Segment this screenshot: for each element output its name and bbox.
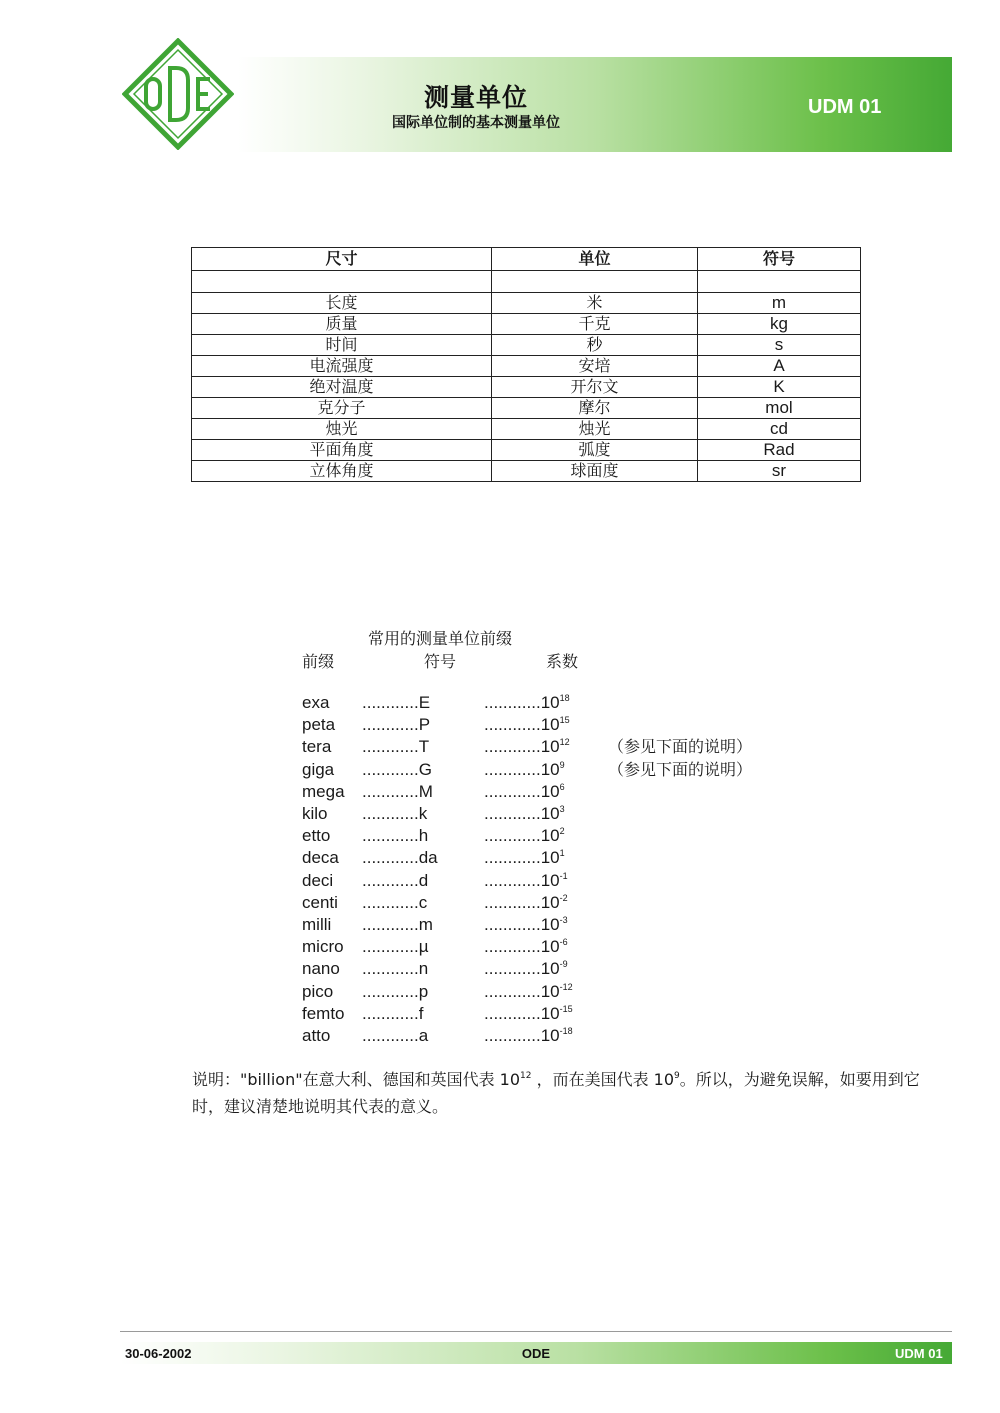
dot-leader: ............ (362, 959, 419, 979)
table-row (192, 398, 861, 419)
factor-exponent: 9 (559, 759, 565, 770)
table-row (192, 335, 861, 356)
factor-base: 10 (540, 826, 560, 846)
table-row (192, 356, 861, 377)
dot-leader: ............ (362, 826, 419, 846)
column-header-dimension: 尺寸 (192, 248, 492, 271)
dimension-cell: 时间 (192, 335, 492, 356)
prefix-name: peta (302, 715, 336, 735)
column-header-symbol: 符号 (698, 248, 861, 271)
prefix-name: milli (302, 915, 332, 934)
table-row (192, 314, 861, 335)
prefix-name: femto (302, 1003, 345, 1023)
prefix-symbol (362, 1003, 423, 1025)
unit-cell: 开尔文 (492, 377, 698, 398)
dot-leader: ............ (484, 937, 541, 957)
dot-leader: ............ (362, 1026, 419, 1045)
factor-base: 10 (540, 937, 560, 957)
prefix-symbol-value: a (418, 1026, 429, 1045)
symbol-cell: A (698, 356, 861, 377)
dimension-cell: 绝对温度 (192, 377, 492, 398)
dimension-cell: 长度 (192, 293, 492, 314)
factor-exponent: 1 (559, 848, 565, 859)
footer-date: 30-06-2002 (125, 1346, 192, 1361)
symbol-cell: s (698, 335, 861, 356)
symbol-cell: mol (698, 398, 861, 419)
footer-divider (120, 1331, 952, 1332)
prefix-symbol (362, 870, 428, 892)
prefix-symbol (362, 825, 428, 847)
factor-base: 10 (540, 892, 560, 912)
factor-exponent: -2 (559, 892, 568, 903)
prefix-symbol (362, 958, 428, 980)
dot-leader: ............ (362, 804, 419, 823)
prefix-symbol-value: n (418, 959, 429, 979)
note-text-3: 。所以，为避免误解，如要用到它时，建议清楚地说明其代表的意义。 (192, 1070, 920, 1116)
prefix-symbol (362, 914, 433, 936)
dot-leader: ............ (484, 915, 541, 934)
dot-leader: ............ (362, 981, 419, 1001)
dot-leader: ............ (484, 715, 541, 735)
dot-leader: ............ (484, 848, 541, 868)
prefix-symbol-value: T (418, 737, 430, 757)
factor-base: 10 (540, 804, 560, 823)
dot-leader: ............ (362, 1003, 419, 1023)
dot-leader: ............ (484, 1026, 541, 1045)
prefix-symbol-value: h (418, 826, 429, 846)
prefix-factor (484, 803, 565, 827)
dimension-cell: 烛光 (192, 419, 492, 440)
dot-leader: ............ (362, 693, 419, 712)
prefix-factor (484, 1025, 573, 1049)
prefix-factor (484, 714, 570, 738)
prefix-factor (484, 736, 570, 760)
unit-cell: 烛光 (492, 419, 698, 440)
prefix-name: tera (302, 737, 332, 757)
factor-base: 10 (540, 759, 560, 779)
table-row (192, 377, 861, 398)
prefix-symbol-value: d (418, 870, 429, 890)
factor-base: 10 (540, 693, 560, 712)
prefix-factor (484, 870, 568, 894)
dot-leader: ............ (484, 781, 541, 801)
note-text-2: ，而在美国代表 10 (531, 1070, 675, 1089)
unit-cell: 安培 (492, 356, 698, 377)
ode-logo (122, 38, 234, 150)
prefix-symbol (362, 847, 438, 869)
dot-leader: ............ (484, 1003, 541, 1023)
dot-leader: ............ (362, 892, 419, 912)
factor-exponent: -18 (559, 1026, 573, 1036)
prefix-symbol-value: c (418, 892, 428, 912)
column-header-unit: 单位 (492, 248, 698, 271)
table-spacer-row (192, 271, 861, 293)
dot-leader: ............ (484, 870, 541, 890)
factor-exponent: 2 (559, 826, 565, 837)
dot-leader: ............ (362, 715, 419, 735)
prefix-symbol-value: P (418, 715, 431, 735)
prefix-name: micro (302, 937, 344, 957)
prefix-factor (484, 914, 568, 938)
prefix-note: （参见下面的说明） (608, 759, 753, 779)
unit-cell: 秒 (492, 335, 698, 356)
dimension-cell: 电流强度 (192, 356, 492, 377)
dot-leader: ............ (484, 826, 541, 846)
prefix-symbol-value: p (418, 981, 429, 1001)
unit-cell: 球面度 (492, 461, 698, 482)
prefix-symbol (362, 714, 430, 736)
factor-base: 10 (540, 1026, 560, 1045)
factor-base: 10 (540, 715, 560, 735)
note-exponent-1: 12 (520, 1071, 532, 1081)
prefix-factor (484, 936, 568, 960)
factor-base: 10 (540, 915, 560, 934)
factor-exponent: -9 (559, 959, 568, 970)
factor-exponent: 6 (559, 781, 565, 792)
prefix-symbol (362, 803, 427, 825)
dot-leader: ............ (362, 781, 419, 801)
dot-leader: ............ (362, 759, 419, 779)
prefix-name: nano (302, 959, 340, 979)
prefix-header-name: 前缀 (302, 652, 335, 671)
prefix-name: mega (302, 781, 345, 801)
factor-base: 10 (540, 959, 560, 979)
dimension-cell: 质量 (192, 314, 492, 335)
prefix-name: etto (302, 826, 331, 846)
prefix-name: kilo (302, 804, 328, 823)
dot-leader: ............ (484, 981, 541, 1001)
prefix-name: deci (302, 870, 334, 890)
footer-brand: ODE (521, 1346, 551, 1361)
unit-cell: 摩尔 (492, 398, 698, 419)
factor-exponent: -6 (559, 937, 568, 948)
prefix-name: atto (302, 1026, 331, 1045)
prefix-symbol (362, 892, 427, 914)
prefix-symbol (362, 981, 428, 1003)
symbol-cell: Rad (698, 440, 861, 461)
factor-base: 10 (540, 981, 560, 1001)
dot-leader: ............ (362, 915, 419, 934)
prefix-symbol-value: f (418, 1003, 424, 1023)
factor-exponent: -1 (559, 870, 568, 881)
prefix-name: giga (302, 759, 335, 779)
symbol-cell: K (698, 377, 861, 398)
prefix-symbol-value: µ (418, 937, 429, 957)
table-row (192, 440, 861, 461)
symbol-cell: m (698, 293, 861, 314)
dot-leader: ............ (484, 959, 541, 979)
dot-leader: ............ (362, 870, 419, 890)
dot-leader: ............ (362, 737, 419, 757)
factor-exponent: -3 (559, 915, 568, 925)
dot-leader: ............ (484, 759, 541, 779)
page-subtitle: 国际单位制的基本测量单位 (392, 115, 560, 131)
prefix-factor (484, 847, 565, 871)
prefix-factor (484, 981, 573, 1005)
dot-leader: ............ (362, 848, 419, 868)
dot-leader: ............ (484, 804, 541, 823)
footer-document-code: UDM 01 (895, 1346, 943, 1361)
prefix-factor (484, 892, 568, 916)
prefix-header-factor: 系数 (546, 652, 579, 671)
factor-exponent: 15 (559, 715, 570, 726)
prefix-symbol-value: k (418, 804, 428, 823)
page-title: 测量单位 (423, 83, 529, 112)
prefix-note: （参见下面的说明） (608, 737, 753, 757)
note-exponent-2: 9 (674, 1071, 680, 1081)
unit-cell: 米 (492, 293, 698, 314)
prefix-name: centi (302, 892, 338, 912)
factor-exponent: -12 (559, 981, 573, 992)
note-text-1: 说明："billion"在意大利、德国和英国代表 10 (192, 1070, 521, 1089)
dot-leader: ............ (484, 693, 541, 712)
prefix-section-title: 常用的测量单位前缀 (368, 629, 513, 648)
prefix-symbol (362, 1025, 428, 1047)
prefix-name: exa (302, 693, 330, 712)
dot-leader: ............ (362, 937, 419, 957)
prefix-factor (484, 759, 565, 783)
document-code: UDM 01 (808, 96, 882, 118)
dimension-cell: 克分子 (192, 398, 492, 419)
unit-cell: 千克 (492, 314, 698, 335)
table-header-row (192, 248, 861, 271)
prefix-factor (484, 1003, 573, 1027)
prefix-factor (484, 825, 565, 849)
table-row (192, 419, 861, 440)
symbol-cell: kg (698, 314, 861, 335)
table-row (192, 461, 861, 482)
prefix-symbol-value: m (418, 915, 433, 934)
prefix-symbol-value: E (418, 693, 431, 712)
factor-exponent: -15 (559, 1003, 573, 1014)
factor-base: 10 (540, 848, 560, 868)
si-units-table (191, 247, 861, 482)
prefix-symbol-value: G (418, 759, 432, 779)
prefix-name: deca (302, 848, 339, 868)
prefix-symbol (362, 936, 428, 958)
table-row (192, 293, 861, 314)
prefix-symbol-value: M (418, 781, 433, 801)
factor-base: 10 (540, 1003, 560, 1023)
prefix-factor (484, 781, 565, 805)
factor-base: 10 (540, 781, 560, 801)
prefix-factor (484, 958, 568, 982)
dot-leader: ............ (484, 737, 541, 757)
factor-base: 10 (540, 870, 560, 890)
prefix-symbol (362, 736, 429, 758)
dimension-cell: 立体角度 (192, 461, 492, 482)
factor-base: 10 (540, 737, 560, 757)
prefix-name: pico (302, 981, 334, 1001)
unit-cell: 弧度 (492, 440, 698, 461)
factor-exponent: 3 (559, 804, 565, 814)
dimension-cell: 平面角度 (192, 440, 492, 461)
dot-leader: ............ (484, 892, 541, 912)
prefix-symbol (362, 692, 430, 714)
prefix-header-symbol: 符号 (424, 652, 457, 671)
prefix-symbol (362, 759, 432, 781)
factor-exponent: 18 (559, 693, 570, 703)
prefix-factor (484, 692, 570, 716)
symbol-cell: sr (698, 461, 861, 482)
symbol-cell: cd (698, 419, 861, 440)
factor-exponent: 12 (559, 737, 570, 748)
prefix-symbol (362, 781, 433, 803)
billion-note (192, 1068, 940, 1119)
prefix-symbol-value: da (418, 848, 438, 868)
